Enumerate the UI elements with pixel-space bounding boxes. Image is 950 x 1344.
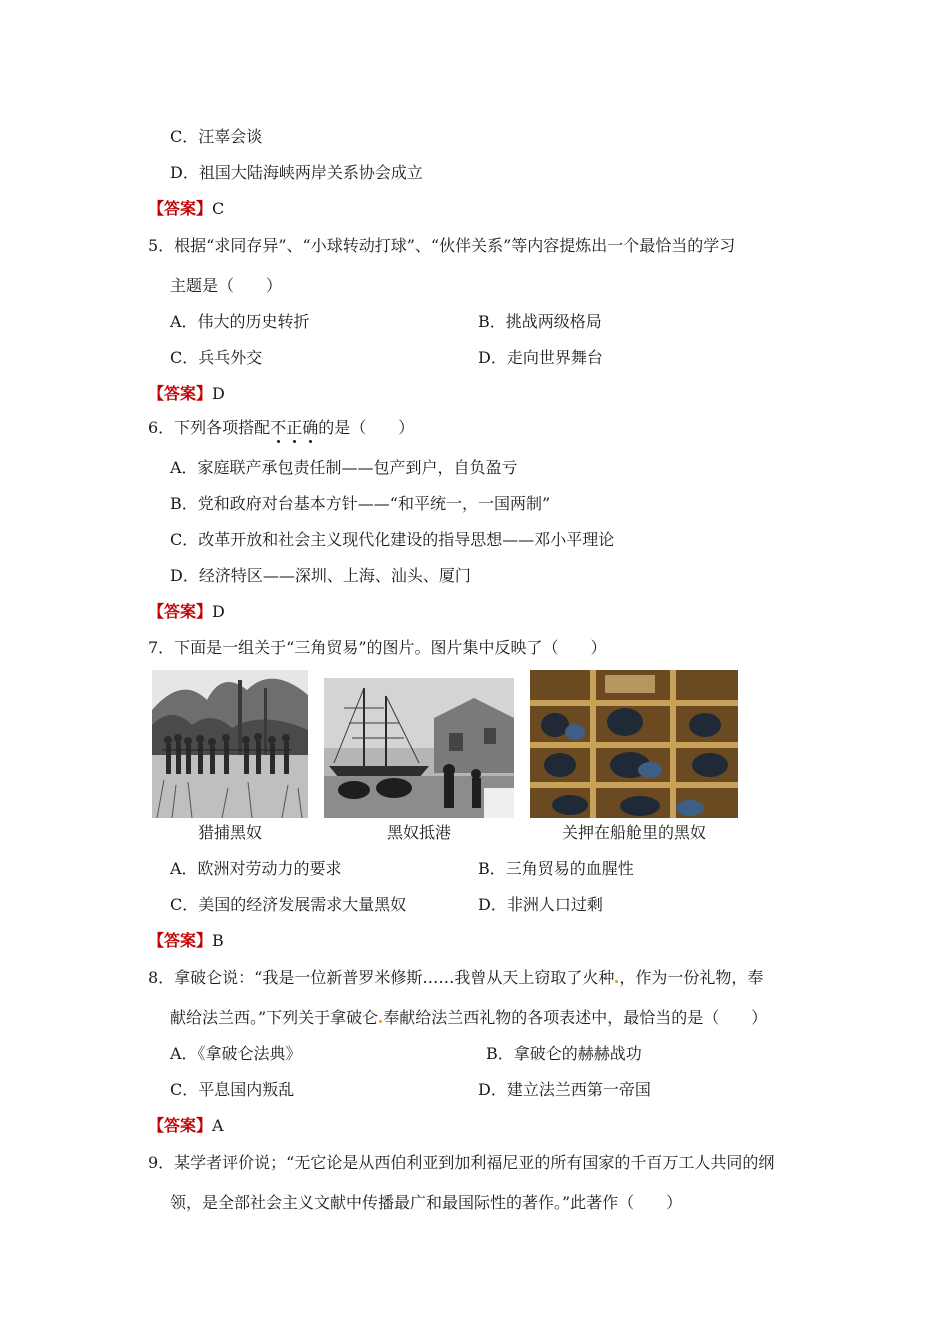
q6-option-b: B．党和政府对台基本方针——“和平统一，一国两制” [170, 494, 551, 513]
q6-stem-prefix: 6．下列各项搭配 [148, 418, 271, 437]
caption-slave-hunting: 猎捕黑奴 [197, 823, 262, 842]
emphasis-char: 不 [270, 418, 287, 437]
q8-stem-line2-part2: 奉献给法兰西礼物的各项表述中，最恰当的是（ ） [383, 1008, 768, 1027]
q5-option-a: A．伟大的历史转折 [170, 312, 310, 331]
q8-stem-line1 [148, 968, 763, 988]
q9-stem-line2: 领，是全部社会主义文献中传播最广和最国际性的著作。”此著作（ ） [170, 1193, 683, 1212]
q5-option-d: D．走向世界舞台 [478, 348, 603, 367]
answer-value: C [212, 199, 225, 218]
q8-stem-line2-part1: 献给法兰西。”下列关于拿破仑 [170, 1008, 379, 1027]
slave-hunting-image [152, 670, 308, 818]
answer-label: 【答案】 [148, 602, 213, 621]
q8-stem-line2 [170, 1008, 767, 1028]
q5-option-c: C．兵乓外交 [170, 348, 263, 367]
q7-option-c: C．美国的经济发展需求大量黑奴 [170, 895, 407, 914]
q8-option-d: D．建立法兰西第一帝国 [478, 1080, 651, 1099]
stray-dot [379, 1020, 382, 1023]
emphasis-char: 正 [286, 418, 303, 437]
q8-option-b: B．拿破仑的赫赫战功 [486, 1044, 642, 1063]
q6-stem [148, 418, 414, 438]
answer-label: 【答案】 [148, 384, 213, 403]
ship-hold-image [530, 670, 738, 818]
q4-option-d: D．祖国大陆海峡两岸关系协会成立 [170, 163, 423, 182]
answer-value: B [212, 931, 224, 950]
q4-answer [148, 199, 224, 219]
q8-stem-line1-part2: ，作为一份礼物，奉 [619, 968, 764, 987]
answer-label: 【答案】 [148, 1116, 213, 1135]
q4-option-c: C．汪辜会谈 [170, 127, 263, 146]
q7-option-a: A．欧洲对劳动力的要求 [170, 859, 342, 878]
q5-stem-line2: 主题是（ ） [170, 276, 283, 295]
q6-stem-suffix: 的是（ ） [318, 418, 415, 437]
q5-option-b: B．挑战两级格局 [478, 312, 602, 331]
answer-label: 【答案】 [148, 199, 213, 218]
q6-option-d: D．经济特区——深圳、上海、汕头、厦门 [170, 566, 471, 585]
answer-value: D [212, 384, 225, 403]
q7-option-d: D．非洲人口过剩 [478, 895, 603, 914]
q7-stem: 7．下面是一组关于“三角贸易”的图片。图片集中反映了（ ） [148, 638, 607, 657]
q6-option-a: A．家庭联产承包责任制——包产到户，自负盈亏 [170, 458, 518, 477]
q8-stem-line1-part1: 8．拿破仑说：“我是一位新普罗米修斯……我曾从天上窃取了火种 [148, 968, 615, 987]
answer-label: 【答案】 [148, 931, 213, 950]
q6-option-c: C．改革开放和社会主义现代化建设的指导思想——邓小平理论 [170, 530, 615, 549]
q8-answer [148, 1116, 224, 1136]
q5-answer [148, 384, 225, 404]
caption-ship-hold: 关押在船舱里的黑奴 [561, 823, 706, 842]
q5-stem-line1: 5．根据“求同存异”、“小球转动打球”、“伙伴关系”等内容提炼出一个最恰当的学习 [148, 236, 736, 255]
slaves-arriving-image [324, 678, 514, 818]
q7-option-b: B．三角贸易的血腥性 [478, 859, 634, 878]
q6-answer [148, 602, 225, 622]
answer-value: A [212, 1116, 224, 1135]
q7-answer [148, 931, 224, 951]
caption-slaves-arriving: 黑奴抵港 [386, 823, 451, 842]
answer-value: D [212, 602, 225, 621]
q8-option-c: C．平息国内叛乱 [170, 1080, 295, 1099]
q8-option-a: A．《拿破仑法典》 [170, 1044, 302, 1063]
stray-dot [615, 980, 618, 983]
emphasis-char: 确 [302, 418, 319, 437]
q9-stem-line1: 9．某学者评价说；“无它论是从西伯利亚到加利福尼亚的所有国家的千百万工人共同的纲 [148, 1153, 775, 1172]
